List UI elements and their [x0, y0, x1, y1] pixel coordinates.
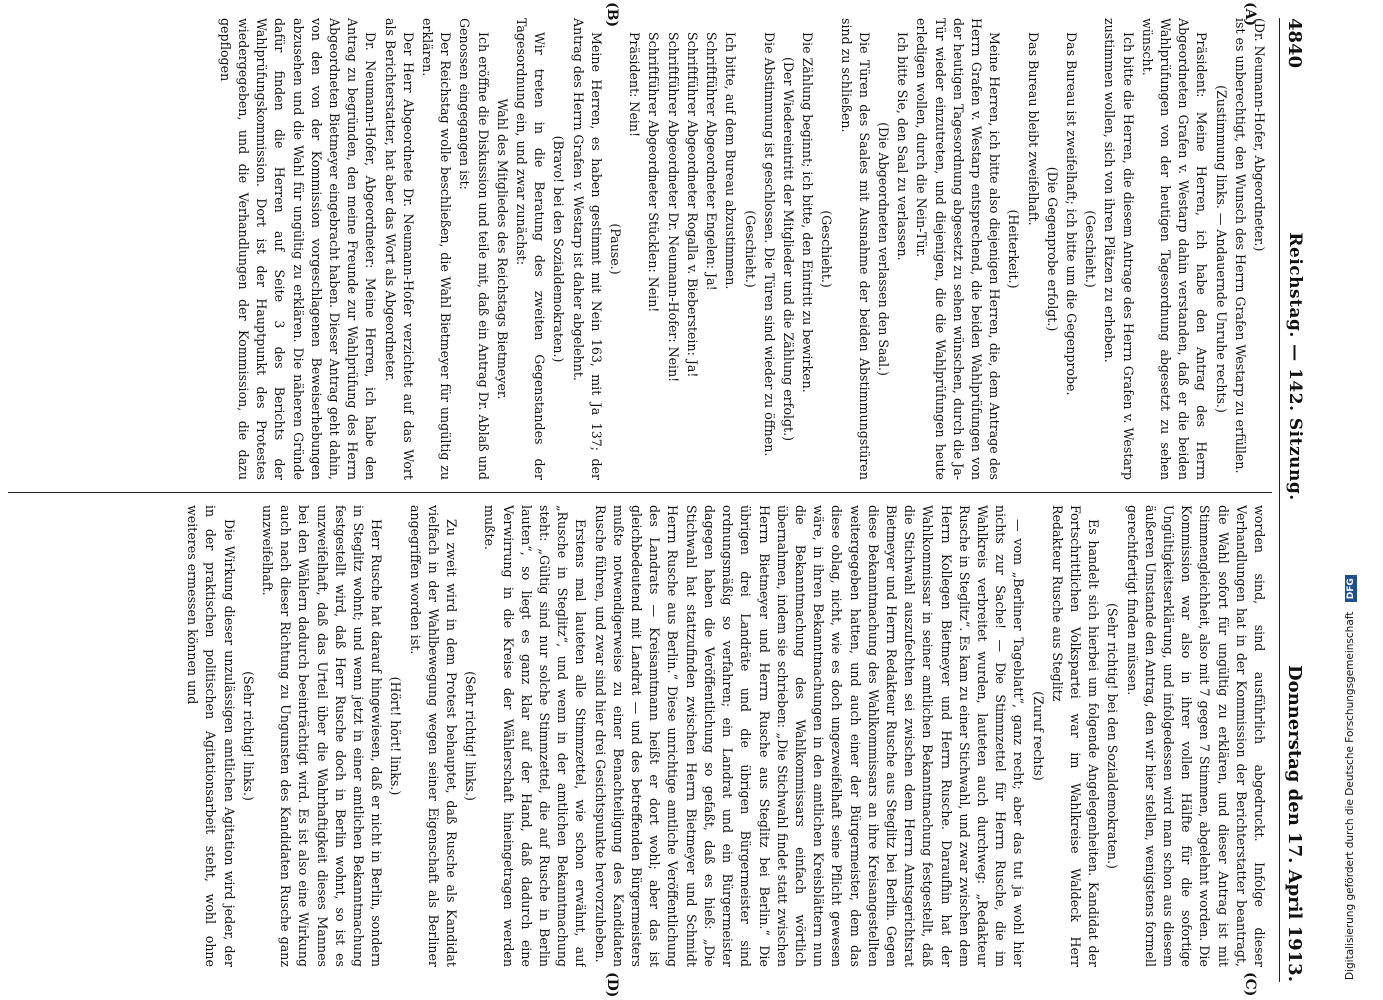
paragraph: Der Reichstag wolle beschließen, die Wahl Bietmeyer für ungültig zu erklären.: [420, 18, 454, 480]
paragraph: (Zustimmung links. — Andauernde Unruhe rechts.): [1213, 85, 1229, 413]
paragraph: Ich bitte Sie, den Saal zu verlassen.: [895, 32, 911, 261]
paragraph: (Geschieht.): [1083, 210, 1099, 288]
paragraph: (Heiterkeit.): [1006, 209, 1022, 289]
margin-mark-d: (D): [604, 972, 620, 998]
paragraph: ist es unberechtigt, den Wunsch des Herrn Grafen Westarp zu erfüllen.: [1232, 18, 1248, 474]
right-text-column: [8, 505, 1268, 967]
page-header: [1279, 18, 1310, 982]
paragraph: Ich bitte, auf dem Bureau abzustimmen.: [723, 32, 739, 290]
paragraph: Meine Herren, ich bitte also diejenigen Herren, die, dem Antrage des Herrn Grafen v. Westarp entsprechend, die beiden Wahlprüfungen von der heutigen Tagesordnung abgesetzt zu sehen wünschen, durch die Ja-Tür wieder einzutreten, und diejenigen, die die Wahlprüfungen heute erledigen wollen, durch die Nein-Tür.: [914, 18, 1003, 480]
session-title: Reichstag. — 142. Sitzung.: [1285, 232, 1305, 501]
paragraph: Es handelt sich hierbei um folgende Angelegenheiten. Kandidat der Fortschrittlichen Volkspartei war im Wahlkreise Waldeck Herr Redakteur Rusche aus Steglitz: [1049, 505, 1102, 967]
paragraph: (Die Abgeordneten verlassen den Saal.): [875, 122, 891, 376]
paragraph: Das Bureau ist zweifelhaft; ich bitte um die Gegenprobe.: [1063, 32, 1079, 396]
paragraph: Zu zweit wird in dem Protest behauptet, daß Rusche als Kandidat vielfach in der Wahlbewegung wegen seiner Eigenschaft als Berliner angegriffen worden ist.: [407, 505, 460, 967]
paragraph: Das Bureau bleibt zweifelhaft.: [1025, 32, 1041, 226]
paragraph: Schriftführer Abgeordneter Rogalla v. Bieberstein: Ja!: [684, 32, 700, 378]
digitization-sidebar: [1330, 0, 1383, 1000]
paragraph: (Sehr richtig! links.): [240, 671, 256, 801]
paragraph: Herr Rusche hat darauf hingewiesen, daß er nicht in Berlin, sondern in Steglitz wohnt; und wenn jetzt in einer amtlichen Bekanntmachung festgestellt wird, daß Herr Rusche doch in Berlin wohnt, so ist es unzweifelhaft, daß das Urteil über die Wahrhaftigkeit dieses Mannes bei den Wählern dadurch beeinträchtigt wird. Es ist also eine Wirkung auch nach dieser Richtung zu Ungunsten des Kandidaten Rusche ganz unzweifelhaft.: [260, 505, 385, 967]
paragraph: Schriftführer Abgeordneter Engelen: Ja!: [704, 32, 720, 291]
paragraph: Meine Herren, es haben gestimmt mit Nein 163, mit Ja 137; der Antrag des Herrn Grafen v. Westarp ist daher abgelehnt.: [570, 18, 604, 480]
paragraph: (Geschieht.): [819, 210, 835, 288]
page-number: 4840: [1284, 18, 1306, 69]
digitization-credit: [1344, 0, 1357, 1000]
paragraph: Präsident: Nein!: [627, 32, 643, 138]
paragraph: (Sehr richtig! links.): [463, 671, 479, 801]
digitization-credit-text: Digitalisierung gefördert durch die Deutsche Forschungsgemeinschaft: [1344, 611, 1356, 980]
paragraph: Präsident: Meine Herren, ich habe den Antrag des Herrn Abgeordneten Grafen v. Westarp dahin verstanden, daß er die beiden Wahlprüfungen von der heutigen Tagesordnung abgesetzt zu sehen wünscht.: [1139, 18, 1210, 480]
margin-mark-c: (C): [1242, 972, 1258, 997]
paragraph: Der Herr Abgeordnete Dr. Neumann-Hofer verzichtet auf das Wort als Berichterstatter, hat aber das Wort als Abgeordneter.: [382, 18, 416, 480]
paragraph: Die Zählung beginnt; ich bitte, den Eintritt zu bewirken.: [800, 32, 816, 393]
paragraph: (Bravo! bei den Sozialdemokraten.): [551, 135, 567, 363]
column-divider: [8, 492, 1272, 493]
paragraph: Die Wirkung dieser unzulässigen amtlichen Agitation wird jeder, der in der praktischen politischen Agitationsarbeit steht, wohl ohne weiteres ermessen können und: [185, 505, 237, 967]
paragraph: (Dr. Neumann-Hofer, Abgeordneter.): [1252, 18, 1267, 252]
paragraph: Dr. Neumann-Hofer, Abgeordneter: Meine Herren, ich habe den Antrag zu begründen, den meine Freunde zur Wahlprüfung des Herrn Abgeordneten Bietmeyer eingebracht haben. Dieser Antrag geht dahin, von den von der Kommission vorgeschlagenen Beweiserhebungen abzusehen und die Wahl für ungültig zu erklären. Die näheren Gründe dafür finden die Herren auf Seite 3 des Berichts der Wahlprüfungskommission. Dort ist der Hauptpunkt des Protestes wiedergegeben, und die Verhandlungen der Kommission, die dazu gepflogen: [217, 18, 379, 480]
paragraph: (Pause.): [608, 223, 624, 275]
paragraph: (Der Wiedereintritt der Mitglieder und die Zählung erfolgt.): [780, 57, 796, 441]
paragraph: Die Türen des Saales mit Ausnahme der beiden Abstimmungstüren sind zu schließen.: [838, 18, 872, 480]
paragraph: (Hört! hört! links.): [388, 676, 404, 796]
dfg-logo: DFG: [1345, 575, 1357, 602]
paragraph: Wahl des Mitgliedes des Reichstags Bietmeyer.: [494, 98, 510, 400]
paragraph: (Zuruf rechts): [1030, 691, 1046, 781]
paragraph: — vom „Berliner Tageblatt“, ganz recht; aber das tut ja wohl hier nichts zur Sache! — Die Stimmzettel für Herrn Rusche, die im Wahlkreis verbreitet wurden, lauteten auch durchweg: „Redakteur Rusche in Steglitz“. Es kam zu einer Stichwahl, und zwar zwischen dem Herrn Kollegen Bietmeyer und Herrn Rusche. Daraufhin hat der Wahlkommissar in seiner amtlichen Bekanntmachung festgestellt, daß die Stichwahl auszufechten sei zwischen dem Herrn Amtsgerichtsrat Bietmeyer und Herrn Redakteur Rusche aus Steglitz bei Berlin. Gegen diese Bekanntmachung des Wahlkommissars an ihre Kreisangestellten weitergegeben hatten, und auch einer der Bürgermeister, dem das diese oblag, nicht, wie es doch ungezweifelhaft seine Pflicht gewesen wäre, in ihren Bekanntmachungen in den amtlichen Kreisblättern nun die Bekanntmachung des Wahlkommissars einfach wörtlich übernahmen, indem sie schrieben: „Die Stichwahl findet statt zwischen Herrn Bietmeyer und Herrn Rusche aus Steglitz bei Berlin.“ Die übrigen drei Landräte und die übrigen Bürgermeister sind ordnungsmäßig so verfahren; ein Landrat und ein Bürgermeister dagegen haben die Veröffentlichung so gefaßt, daß es hieß: „Die Stichwahl hat stattzufinden zwischen Herrn Bietmeyer und Schmidt Herrn Rusche aus Berlin.“ Diese unrichtige amtliche Veröffentlichung des Landrats — Kreisamtmann heißt er dort wohl; aber das ist gleichbedeutend mit Landrat — und des betreffenden Bürgermeisters mußte notwendigerweise zu einer Benachteiligung des Kandidaten Rusche führen, und zwar sind hier drei Gesichtspunkte hervorzuheben.: [592, 505, 1027, 967]
paragraph: Schriftführer Abgeordneter Stücklen: Nein!: [646, 32, 662, 313]
paragraph: Wir treten in die Beratung des zweiten Gegenstandes der Tagesordnung ein, und zwar zunächst:: [514, 18, 548, 480]
margin-mark-a: (A): [1242, 2, 1258, 27]
left-text-column: [8, 18, 1268, 480]
session-date: Donnerstag den 17. April 1913.: [1284, 664, 1306, 982]
paragraph: Erstens mal lauteten alle Stimmzettel, wie schon erwähnt, auf „Rusche in Steglitz“, und wenn in der amtlichen Bekanntmachung steht: „Gültig sind nur solche Stimmzettel, die auf Rusche in Berlin lauten“, so liegt es ganz klar auf der Hand, daß dadurch eine Verwirrung in die Kreise der Wählerschaft hineingetragen werden mußte.: [482, 505, 589, 967]
paragraph: (Geschieht.): [742, 210, 758, 288]
paragraph: worden sind, sind ausführlich abgedruckt. Infolge dieser Verhandlungen hat in der Kommission der Berichterstatter beantragt, die Wahl sofort für ungültig zu erklären, und dieser Antrag ist mit Stimmengleichheit, also mit 7 gegen 7 Stimmen, abgelehnt worden. Die Kommission war also in ihrer vollen Hälfte für die sofortige Ungültigkeitserklärung, und infolgedessen wird man schon aus diesem äußeren Umstande den Antrag, den wir hier stellen, wenigstens formell gerechtfertigt finden müssen.: [1124, 505, 1267, 967]
paragraph: Ich eröffne die Diskussion und teile mit, daß ein Antrag Dr. Ablaß und Genossen eingegangen ist:: [457, 18, 491, 480]
paragraph: Ich bitte die Herren, die diesem Antrage des Herrn Grafen v. Westarp zustimmen wollen, sich von ihren Plätzen zu erheben.: [1102, 18, 1136, 480]
paragraph: Die Abstimmung ist geschlossen. Die Türen sind wieder zu öffnen.: [761, 32, 777, 457]
paragraph: (Die Gegenprobe erfolgt.): [1044, 166, 1060, 332]
paragraph: (Sehr richtig! bei den Sozialdemokraten.): [1105, 603, 1121, 869]
paragraph: Schriftführer Abgeordneter Dr. Neumann-Hofer: Nein!: [665, 32, 681, 383]
margin-mark-b: (B): [604, 2, 620, 28]
